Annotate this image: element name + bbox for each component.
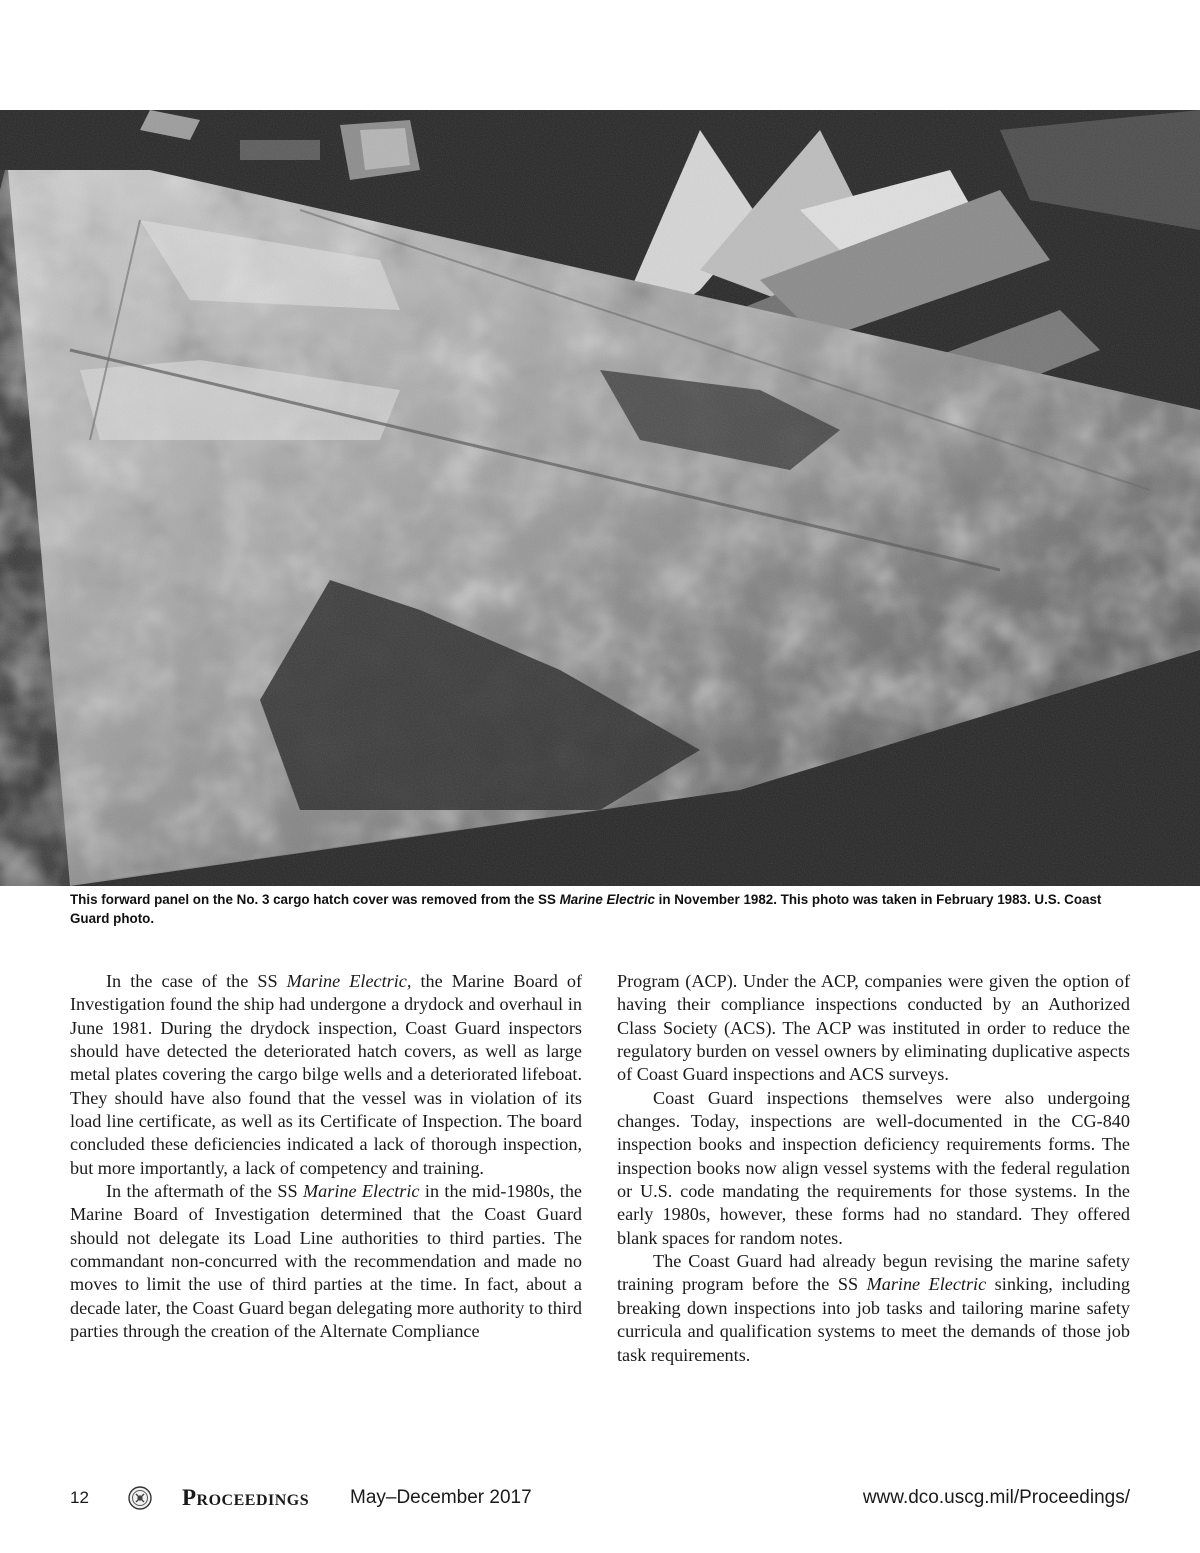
caption-text-end: in November 1982. This photo was taken in February 1983. U.S. Coast Guard photo. xyxy=(70,892,1102,926)
caption-ship-name: Marine Electric xyxy=(559,892,655,907)
paragraph-text: In the case of the SS xyxy=(106,971,287,991)
paragraph-text: In the aftermath of the SS xyxy=(106,1181,303,1202)
page-number: 12 xyxy=(70,1488,89,1507)
page-footer xyxy=(70,1484,1130,1512)
publication-title: Proceedings xyxy=(182,1485,310,1510)
article-paragraph xyxy=(617,1250,1130,1367)
hatch-cover-photo xyxy=(0,110,1200,886)
article-paragraph xyxy=(70,1180,582,1343)
hatch-cover-photo-graphic xyxy=(0,110,1200,886)
coast-guard-seal-icon xyxy=(128,1486,152,1510)
article-column-right xyxy=(617,970,1130,1367)
article-paragraph: Coast Guard inspections themselves were also undergoing changes. Today, inspections are well-documented in the CG-840 inspection books and inspection deficiency requirements forms. The inspection books now align vessel systems with the federal regulation or U.S. code mandating the requirements for those systems. In the early 1980s, however, these forms had no standard. They offered blank spaces for random notes. xyxy=(617,1087,1130,1248)
ship-name: Marine Electric xyxy=(303,1181,420,1202)
paragraph-text: sinking, including breaking down inspections into job tasks and tailoring marine safety curricula and qualification systems to meet the demands of those job task requirements. xyxy=(617,1274,1130,1365)
paragraph-text: in the mid-1980s, the Marine Board of Investigation determined that the Coast Guard should not delegate its Load Line authorities to third parties. The commandant non-concurred with the recommendation and made no moves to limit the use of third parties at the time. In fact, about a decade later, the Coast Guard began delegating more authority to third parties through the creation of the Alternate Compliance xyxy=(70,1181,582,1342)
caption-text-start: This forward panel on the No. 3 cargo hatch cover was removed from the SS xyxy=(70,892,560,907)
article-paragraph: Program (ACP). Under the ACP, companies were given the option of having their compliance inspections conducted by an Authorized Class Society (ACS). The ACP was instituted in order to reduce the regulatory burden on vessel owners by eliminating duplicative aspects of Coast Guard inspections and ACS surveys. xyxy=(617,971,1130,1085)
website-url: www.dco.uscg.mil/Proceedings/ xyxy=(862,1487,1130,1508)
article-paragraph xyxy=(70,970,582,1180)
paragraph-text: The Coast Guard had already begun revising the marine safety training program before the SS xyxy=(617,1251,1130,1295)
ship-name: Marine Electric xyxy=(866,1274,987,1295)
ship-name: Marine Electric, xyxy=(286,971,412,991)
paragraph-text: the Marine Board of Investigation found the ship had undergone a drydock and overhaul in June 1981. During the drydock inspection, Coast Guard inspectors should have detected the deteriorated hatch covers, as well as large metal plates covering the cargo bilge wells and a deteriorated lifeboat. They should have also found that the vessel was in violation of its load line certificate, as well as its Certificate of Inspection. The board concluded these deficiencies indicated a lack of thorough inspection, but more importantly, a lack of competency and training. xyxy=(70,971,583,1178)
photo-caption xyxy=(70,890,1135,928)
article-column-left xyxy=(70,970,582,1344)
issue-date: May–December 2017 xyxy=(350,1487,532,1508)
